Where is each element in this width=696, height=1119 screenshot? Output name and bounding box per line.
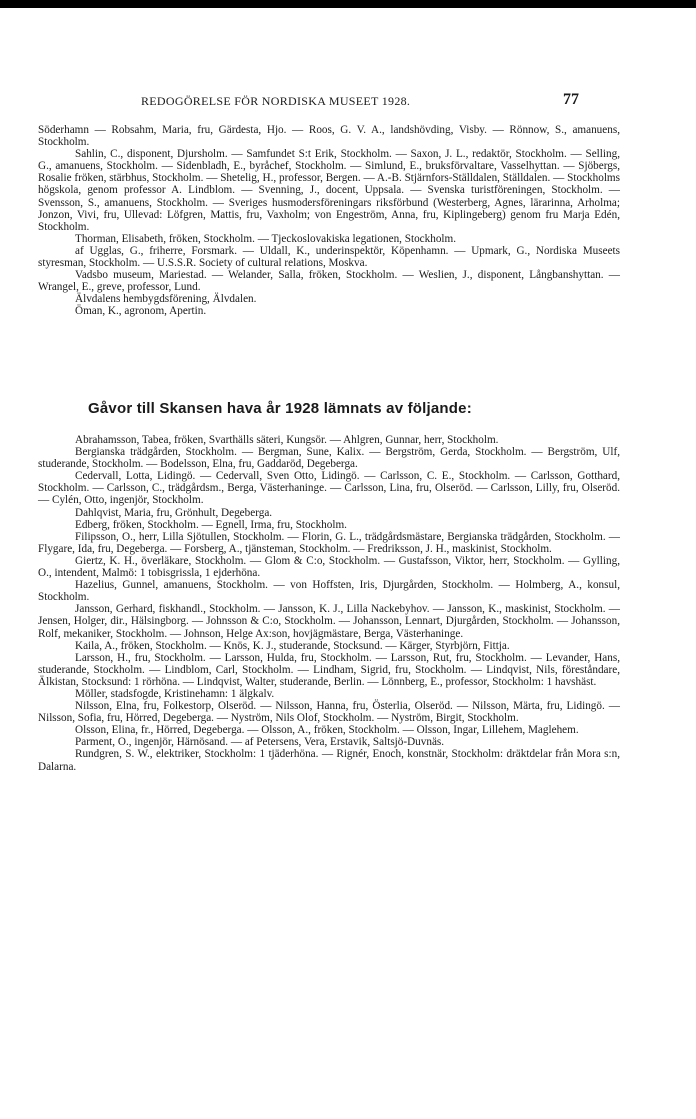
list-paragraph: Abrahamsson, Tabea, fröken, Svarthälls säteri, Kungsör. — Ahlgren, Gunnar, herr, Stockholm. xyxy=(75,434,499,446)
list-paragraph: Olsson, Elina, fr., Hörred, Degeberga. — Olsson, A., fröken, Stockholm. — Olsson, Ingar, Lillehem, Maglehem. xyxy=(75,724,579,737)
list-paragraph: Cedervall, Lotta, Lidingö. — Cedervall, Sven Otto, Lidingö. — Carlsson, C. E., Stockholm. — Carlsson, Gotthard, Stockholm. — Carlsson, C., trädgårdsm., Berga, Västerhaninge. — Carlsson, Lina, fru, Olseröd. — Carlsson, Lilly, fru, Olseröd. — Cylén, Otto, ingenjör, Stockholm. xyxy=(38,470,620,507)
donor-list-museum xyxy=(38,124,620,318)
list-paragraph: Nilsson, Elna, fru, Folkestorp, Olseröd. — Nilsson, Hanna, fru, Österlia, Olseröd. — Nilsson, Märta, fru, Lidingö. — Nilsson, Sofia, fru, Hörred, Degeberga. — Nyström, Nils Olof, Stockholm. — Nyström, Birgit, Stockholm. xyxy=(38,700,620,725)
list-paragraph: Rundgren, S. W., elektriker, Stockholm: 1 tjäderhöna. — Rignér, Enoch, konstnär, Stockholm: dräktdelar från Mora s:n, Dalarna. xyxy=(38,748,620,773)
list-paragraph: Älvdalens hembygdsförening, Älvdalen. xyxy=(75,293,257,306)
section-heading-skansen: Gåvor till Skansen hava år 1928 lämnats av följande: xyxy=(88,400,472,417)
list-paragraph: Vadsbo museum, Mariestad. — Welander, Salla, fröken, Stockholm. — Weslien, J., disponent, Långbanshyttan. — Wrangel, E., greve, professor, Lund. xyxy=(38,269,620,294)
list-paragraph: Jansson, Gerhard, fiskhandl., Stockholm. — Jansson, K. J., Lilla Nackebyhov. — Jansson, K., maskinist, Stockholm. — Jensen, Holger, dir., Hälsingborg. — Johnsson & C:o, Stockholm. — Johansson, Lennart, Djurgården, Stockholm. — Johansson, Rolf, mekaniker, Stockholm. — Johnson, Helge Ax:son, hovjägmästare, Berga, Västerhaninge. xyxy=(38,603,620,640)
list-paragraph: Kaila, A., fröken, Stockholm. — Knös, K. J., studerande, Stocksund. — Kärger, Styrbjörn, Fittja. xyxy=(75,639,510,652)
list-paragraph: Parment, O., ingenjör, Härnösand. — af Petersens, Vera, Erstavik, Saltsjö-Duvnäs. xyxy=(75,736,445,749)
list-paragraph: Thorman, Elisabeth, fröken, Stockholm. — Tjeckoslovakiska legationen, Stockholm. xyxy=(75,232,457,245)
list-paragraph: Möller, stadsfogde, Kristinehamn: 1 älgkalv. xyxy=(75,687,275,700)
donor-list-skansen xyxy=(38,434,620,773)
page-number: 77 xyxy=(563,91,579,108)
list-paragraph: Larsson, H., fru, Stockholm. — Larsson, Hulda, fru, Stockholm. — Larsson, Rut, fru, Stockholm. — Levander, Hans, studerande, Stockholm. — Lindblom, Carl, Stockholm. — Lindham, Sigrid, fru, Stockholm. — Lindqvist, Nils, föreståndare, Älkistan, Stocksund: 1 rörhöna. — Lindqvist, Walter, studerande, Berlin. — Lönnberg, E., professor, Stockholm: 1 havshäst. xyxy=(38,651,620,688)
list-paragraph: Bergianska trädgården, Stockholm. — Bergman, Sune, Kalix. — Bergström, Gerda, Stockholm. — Bergström, Ulf, studerande, Stockholm. — Bodelsson, Elna, fru, Gaddaröd, Degeberga. xyxy=(38,446,620,471)
list-paragraph: Giertz, K. H., överläkare, Stockholm. — Glom & C:o, Stockholm. — Gustafsson, Viktor, herr, Stockholm. — Gylling, O., intendent, Malmö: 1 tobisgrissla, 1 ejderhöna. xyxy=(38,554,620,580)
scan-edge-bar xyxy=(0,0,696,8)
list-paragraph: Filipsson, O., herr, Lilla Sjötullen, Stockholm. — Florin, G. L., trädgårdsmästare, Bergianska trädgården, Stockholm. — Flygare, Ida, fru, Degeberga. — Forsberg, A., tjänsteman, Stockholm. — Fredriksson, J. H., maskinist, Stockholm. xyxy=(38,530,620,555)
list-paragraph: Hazelius, Gunnel, amanuens, Stockholm. — von Hoffsten, Iris, Djurgården, Stockholm. — Holmberg, A., konsul, Stockholm. xyxy=(38,579,620,604)
list-paragraph: Söderhamn — Robsahm, Maria, fru, Gärdesta, Hjo. — Roos, G. V. A., landshövding, Visby. — Rönnow, S., amanuens, Stockholm. xyxy=(38,124,620,149)
running-title: REDOGÖRELSE FÖR NORDISKA MUSEET 1928. xyxy=(141,94,411,108)
list-paragraph: Öman, K., agronom, Apertin. xyxy=(75,305,207,318)
list-paragraph: Edberg, fröken, Stockholm. — Egnell, Irma, fru, Stockholm. xyxy=(75,518,347,531)
list-paragraph: Sahlin, C., disponent, Djursholm. — Samfundet S:t Erik, Stockholm. — Saxon, J. L., redaktör, Stockholm. — Selling, G., amanuens, Stockholm. — Sidenbladh, E., byråchef, Stockholm. — Simlund, E., bruksförvaltare, Vasselhyttan. — Sjöbergs, Rosalie fröken, stärbhus, Stockholm. — Shetelig, H., professor, Bergen. — A.-B. Stjärnfors-Ställdalen, Ställdalen. — Stockholms högskola, genom professor A. Lindblom. — Svenning, J., docent, Uppsala. — Svenska turistföreningen, Stockholm. — Svensson, S., amanuens, Stockholm. — Sveriges husmodersföreningars riksförbund (Westerberg, Agnes, lärarinna, Arholma; Jonzon, Vivi, fru, Ullevad: Löfgren, Mattis, fru, Vaxholm; von Engeström, Anna, fru, Kiplingeberg) genom fru Marja Edén, Stockholm. xyxy=(38,148,620,233)
list-paragraph: Dahlqvist, Maria, fru, Grönhult, Degeberga. xyxy=(75,506,273,519)
list-paragraph: af Ugglas, G., friherre, Forsmark. — Uldall, K., underinspektör, Köpenhamn. — Upmark, G., Nordiska Museets styresman, Stockholm. — U.S.S.R. Society of cultural relations, Moskva. xyxy=(38,244,620,270)
